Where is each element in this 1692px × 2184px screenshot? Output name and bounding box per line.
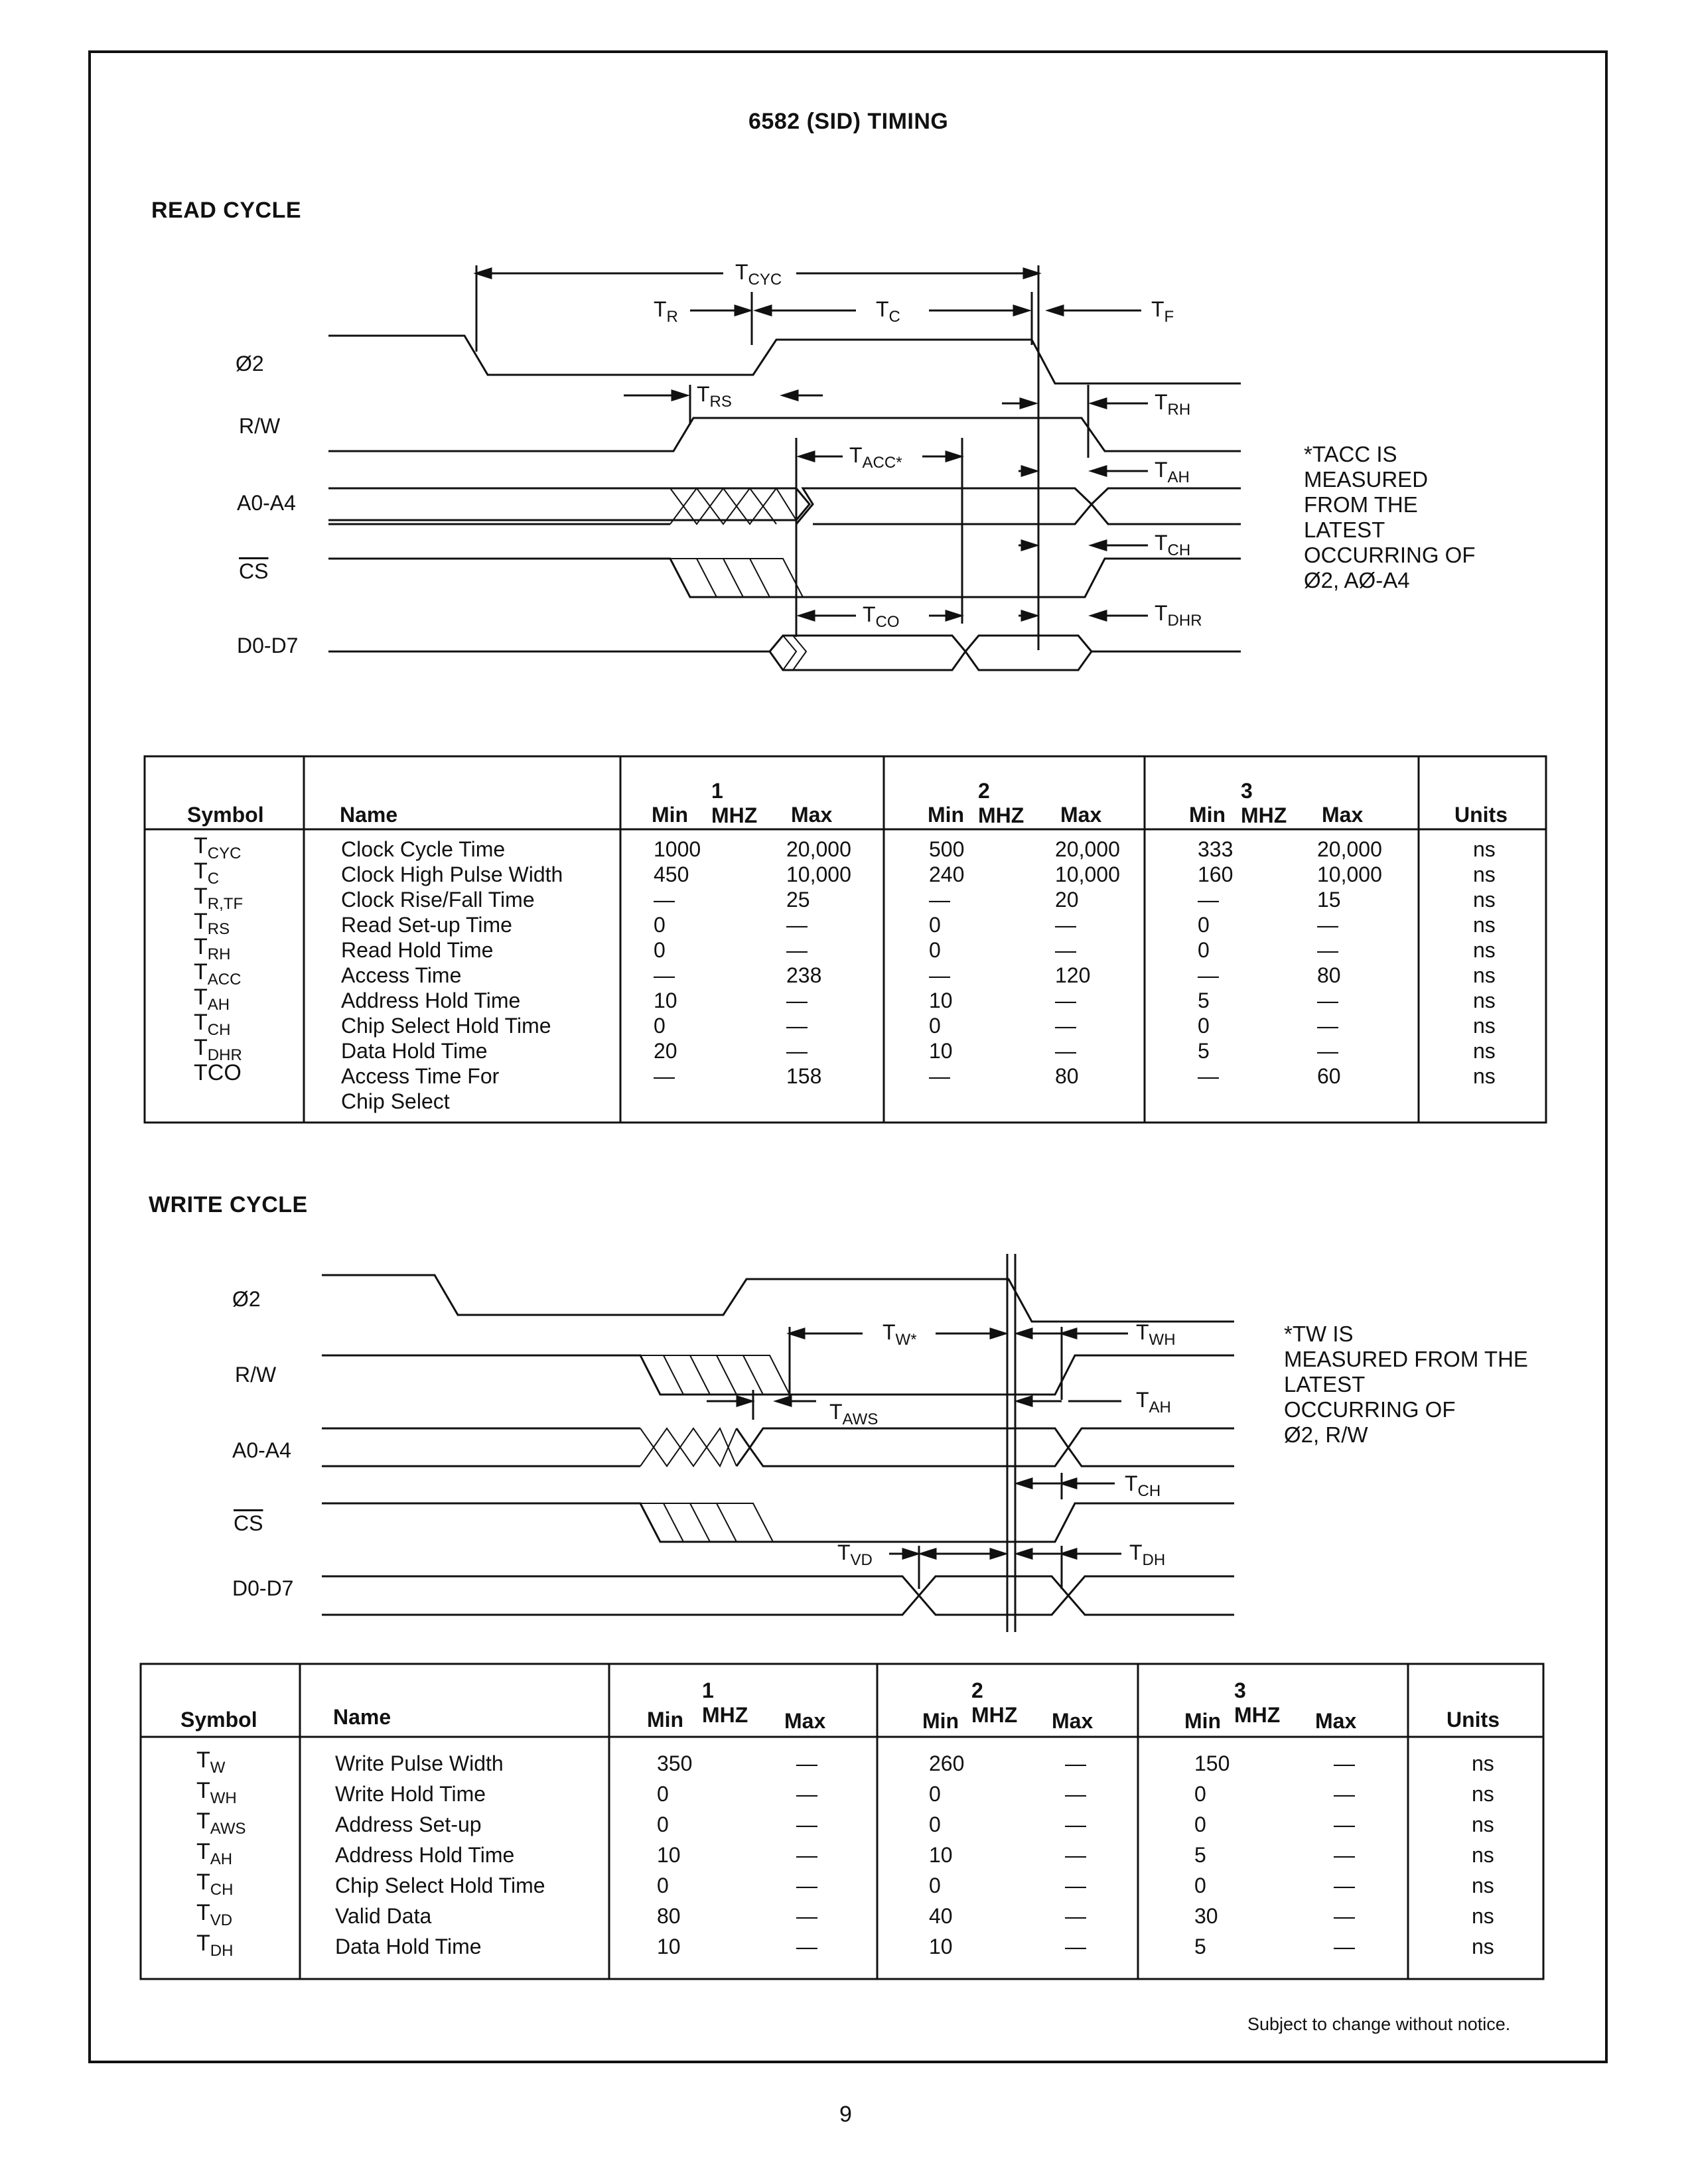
table-row-symbol: $T_{CH}$ [196,1870,234,1899]
table-cell-value: 1000 [654,837,701,861]
table-cell-value: — [1198,963,1219,987]
table-cell-value: 5 [1198,989,1210,1012]
table-row-name: Read Set-up Time [341,913,512,937]
page-number: 9 [839,2102,852,2127]
table-row-symbol: TCO [194,1060,242,1085]
write-th-min1: Min [647,1708,684,1732]
read-th-min3: Min [1189,803,1226,827]
table-cell-value: — [786,1039,808,1063]
table-cell-value: — [1055,938,1076,962]
table-cell-value: 238 [786,963,822,987]
read-th-symbol: Symbol [187,803,264,827]
table-cell-value: — [1334,1935,1355,1958]
write-th-3mhz: 3 MHZ [1234,1678,1281,1727]
page-title: 6582 (SID) TIMING [748,109,949,134]
table-row-name: Clock Cycle Time [341,837,506,861]
table-row-symbol: $T_{AH}$ [196,1839,233,1868]
write-th-max2: Max [1052,1709,1093,1733]
table-row-name: Valid Data [335,1904,432,1928]
table-cell-value: — [796,1935,817,1958]
table-cell-value: — [796,1782,817,1806]
table-cell-value: 10,000 [1055,862,1120,886]
table-cell-unit: ns [1473,1014,1496,1038]
read-th-min1: Min [652,803,689,827]
write-th-2mhz: 2 MHZ [971,1678,1018,1727]
table-cell-value: — [1065,1812,1086,1836]
table-cell-value: 0 [654,938,666,962]
table-cell-value: 80 [1055,1064,1079,1088]
table-cell-value: — [1334,1904,1355,1928]
table-row-symbol: $T_{DHR}$ [194,1035,242,1064]
table-cell-value: 450 [654,862,689,886]
write-th-units: Units [1446,1708,1500,1732]
table-cell-value: 10,000 [786,862,851,886]
table-cell-unit: ns [1473,888,1496,912]
table-cell-value: 80 [657,1904,681,1928]
table-row-name: Chip Select Hold Time [341,1014,551,1038]
table-cell-value: 20,000 [786,837,851,861]
table-cell-unit: ns [1472,1782,1494,1806]
read-th-max1: Max [791,803,833,827]
table-cell-value: 5 [1194,1935,1206,1958]
read-cycle-heading: READ CYCLE [151,198,302,223]
table-cell-value: — [1055,913,1076,937]
table-row-symbol: $T_{VD}$ [196,1900,233,1929]
table-cell-unit: ns [1473,938,1496,962]
table-cell-value: 0 [1198,938,1210,962]
read-th-units: Units [1454,803,1508,827]
write-th-max1: Max [784,1709,826,1733]
table-cell-value: 333 [1198,837,1234,861]
write-th-symbol: Symbol [180,1708,257,1732]
table-cell-value: 0 [929,1812,941,1836]
table-cell-value: 10 [929,1935,953,1958]
table-row-symbol: $T_{ACC}$ [194,959,242,989]
table-cell-value: 150 [1194,1751,1230,1775]
table-row-name: Clock High Pulse Width [341,862,563,886]
table-cell-value: 5 [1194,1843,1206,1867]
table-cell-value: — [1317,1014,1338,1038]
read-th-max2: Max [1060,803,1102,827]
table-cell-value: — [796,1751,817,1775]
table-cell-value: 0 [657,1874,669,1897]
table-row-name: Clock Rise/Fall Time [341,888,535,912]
table-row-symbol: $T_{RS}$ [194,909,230,938]
table-row-name-cont: Chip Select [341,1089,450,1113]
read-signal-phi2: Ø2 [236,352,264,375]
table-row-symbol: $T_{CYC}$ [194,833,242,862]
table-cell-value: 10 [929,1039,953,1063]
table-cell-value: — [1334,1751,1355,1775]
write-signal-rw: R/W [235,1363,277,1387]
table-cell-value: 30 [1194,1904,1218,1928]
table-cell-unit: ns [1473,837,1496,861]
read-th-min2: Min [928,803,965,827]
read-label-tacc: $T_{ACC*}$ [849,443,902,472]
read-label-tr: $T_R$ [654,297,678,326]
table-cell-value: — [1334,1874,1355,1897]
read-th-1mhz: 1 MHZ [711,779,758,827]
table-cell-value: 10 [657,1843,681,1867]
table-cell-unit: ns [1473,989,1496,1012]
write-label-twh: $T_{WH}$ [1136,1320,1176,1349]
write-th-name: Name [333,1705,391,1729]
read-label-tcyc: $T_{CYC}$ [735,260,782,289]
write-label-taws: $T_{AWS}$ [829,1400,879,1428]
table-cell-value: — [1055,989,1076,1012]
table-cell-value: 500 [929,837,965,861]
table-cell-value: 0 [1194,1812,1206,1836]
table-cell-value: — [1334,1843,1355,1867]
read-label-tco: $T_{CO}$ [863,602,900,631]
table-cell-unit: ns [1472,1935,1494,1958]
read-footnote: *TACC IS MEASURED FROM THE LATEST OCCURRING OF Ø2, AØ-A4 [1304,442,1476,592]
write-th-max3: Max [1315,1709,1357,1733]
table-row-name: Write Pulse Width [335,1751,504,1775]
table-cell-value: — [1317,1039,1338,1063]
table-row-symbol: $T_{RH}$ [194,934,231,963]
table-cell-unit: ns [1473,1039,1496,1063]
table-cell-value: 0 [929,938,941,962]
table-cell-unit: ns [1472,1812,1494,1836]
table-cell-value: — [1065,1751,1086,1775]
table-row-symbol: $T_W$ [196,1747,226,1777]
table-cell-unit: ns [1473,963,1496,987]
table-cell-value: 0 [654,1014,666,1038]
read-th-max3: Max [1322,803,1364,827]
table-cell-value: — [1065,1782,1086,1806]
table-cell-value: 40 [929,1904,953,1928]
table-cell-value: 60 [1317,1064,1341,1088]
table-cell-value: — [1334,1782,1355,1806]
table-cell-value: — [1065,1935,1086,1958]
read-th-2mhz: 2 MHZ [978,779,1024,827]
write-label-tah: $T_{AH}$ [1136,1388,1171,1416]
table-row-symbol: $T_C$ [194,858,220,888]
table-cell-unit: ns [1472,1904,1494,1928]
read-th-name: Name [340,803,398,827]
table-cell-value: — [796,1843,817,1867]
table-row-symbol: $T_{CH}$ [194,1010,231,1039]
write-th-1mhz: 1 MHZ [702,1678,748,1727]
table-row-name: Data Hold Time [341,1039,488,1063]
write-label-tdh: $T_{DH}$ [1129,1540,1166,1569]
table-row-name: Chip Select Hold Time [335,1874,545,1897]
table-cell-value: — [929,963,950,987]
read-signal-data: D0-D7 [237,634,299,657]
write-th-min3: Min [1184,1709,1222,1733]
read-signal-cs: $\overline{CS}$ [239,559,269,583]
read-label-tah: $T_{AH}$ [1155,458,1190,486]
table-row-name: Address Hold Time [335,1843,515,1867]
table-cell-value: — [1065,1843,1086,1867]
write-signal-cs: $\overline{CS}$ [234,1511,263,1535]
table-cell-value: 0 [1194,1782,1206,1806]
table-cell-value: 0 [929,913,941,937]
table-row-name: Address Set-up [335,1812,482,1836]
write-signal-phi2: Ø2 [232,1287,261,1311]
table-cell-value: — [1317,938,1338,962]
table-cell-value: 0 [1198,913,1210,937]
table-row-symbol: $T_{DH}$ [196,1931,234,1960]
table-cell-value: — [796,1904,817,1928]
table-cell-value: — [654,888,675,912]
table-cell-value: — [786,1014,808,1038]
table-row-name: Address Hold Time [341,989,521,1012]
table-cell-value: — [929,888,950,912]
read-label-trs: $T_{RS}$ [697,382,732,411]
table-cell-value: 158 [786,1064,822,1088]
table-row-name: Access Time [341,963,462,987]
write-signal-addr: A0-A4 [232,1438,291,1462]
read-signal-addr: A0-A4 [237,491,296,515]
table-cell-unit: ns [1472,1843,1494,1867]
table-row-name: Write Hold Time [335,1782,486,1806]
write-label-tch: $T_{CH}$ [1125,1471,1161,1500]
table-cell-value: 0 [929,1782,941,1806]
table-cell-value: 350 [657,1751,693,1775]
write-footnote: *TW IS MEASURED FROM THE LATEST OCCURRING OF Ø2, R/W [1284,1322,1528,1447]
table-cell-unit: ns [1472,1751,1494,1775]
table-cell-value: 240 [929,862,965,886]
table-cell-unit: ns [1473,1064,1496,1088]
table-cell-value: — [1317,913,1338,937]
table-cell-value: 20 [1055,888,1079,912]
table-row-symbol: $T_{AWS}$ [196,1809,246,1838]
table-cell-value: 0 [929,1874,941,1897]
table-cell-value: — [1055,1039,1076,1063]
read-label-tf: $T_F$ [1151,297,1174,326]
table-cell-unit: ns [1473,862,1496,886]
table-cell-value: 0 [1194,1874,1206,1897]
table-cell-value: 20,000 [1317,837,1382,861]
table-row-symbol: $T_{AH}$ [194,985,230,1014]
table-cell-value: 15 [1317,888,1341,912]
table-cell-value: 260 [929,1751,965,1775]
table-cell-value: 160 [1198,862,1234,886]
footer-notice: Subject to change without notice. [1247,2014,1511,2034]
table-cell-value: 10 [929,989,953,1012]
table-cell-value: — [796,1874,817,1897]
table-cell-value: — [1065,1904,1086,1928]
table-cell-value: — [786,938,808,962]
table-cell-unit: ns [1473,913,1496,937]
table-row-symbol: $T_{WH}$ [196,1778,237,1807]
table-cell-value: — [929,1064,950,1088]
table-cell-value: 0 [654,913,666,937]
read-label-tch: $T_{CH}$ [1155,531,1191,559]
table-cell-value: — [1065,1874,1086,1897]
table-row-name: Data Hold Time [335,1935,482,1958]
table-cell-value: — [786,913,808,937]
table-cell-value: 0 [1198,1014,1210,1038]
table-cell-value: — [1317,989,1338,1012]
write-cycle-heading: WRITE CYCLE [149,1192,308,1217]
table-cell-value: 10,000 [1317,862,1382,886]
write-signal-data: D0-D7 [232,1576,294,1600]
table-cell-value: 120 [1055,963,1091,987]
table-cell-value: 0 [929,1014,941,1038]
read-label-trh: $T_{RH}$ [1155,390,1191,419]
table-row-name: Access Time For [341,1064,500,1088]
table-cell-value: 0 [657,1812,669,1836]
table-cell-value: 5 [1198,1039,1210,1063]
table-cell-value: 10 [654,989,677,1012]
table-cell-value: — [1198,888,1219,912]
table-cell-value: — [796,1812,817,1836]
table-cell-value: — [654,963,675,987]
table-cell-value: 20 [654,1039,677,1063]
table-cell-value: 10 [657,1935,681,1958]
table-cell-value: — [1334,1812,1355,1836]
write-th-min2: Min [922,1709,959,1733]
table-cell-value: 20,000 [1055,837,1120,861]
read-th-3mhz: 3 MHZ [1241,779,1287,827]
table-cell-value: — [1198,1064,1219,1088]
table-cell-value: — [654,1064,675,1088]
table-cell-value: — [1055,1014,1076,1038]
write-label-tw: $T_{W*}$ [882,1320,917,1349]
table-cell-value: 25 [786,888,810,912]
table-row-name: Read Hold Time [341,938,494,962]
read-label-tdhr: $T_{DHR}$ [1155,601,1202,630]
read-label-tc: $T_C$ [876,297,900,326]
table-cell-value: — [786,989,808,1012]
table-cell-value: 0 [657,1782,669,1806]
table-cell-value: 80 [1317,963,1341,987]
write-label-tvd: $T_{VD}$ [837,1540,873,1569]
table-cell-value: 10 [929,1843,953,1867]
table-cell-unit: ns [1472,1874,1494,1897]
read-signal-rw: R/W [239,414,281,438]
table-row-symbol: $T_{R,TF}$ [194,884,244,913]
